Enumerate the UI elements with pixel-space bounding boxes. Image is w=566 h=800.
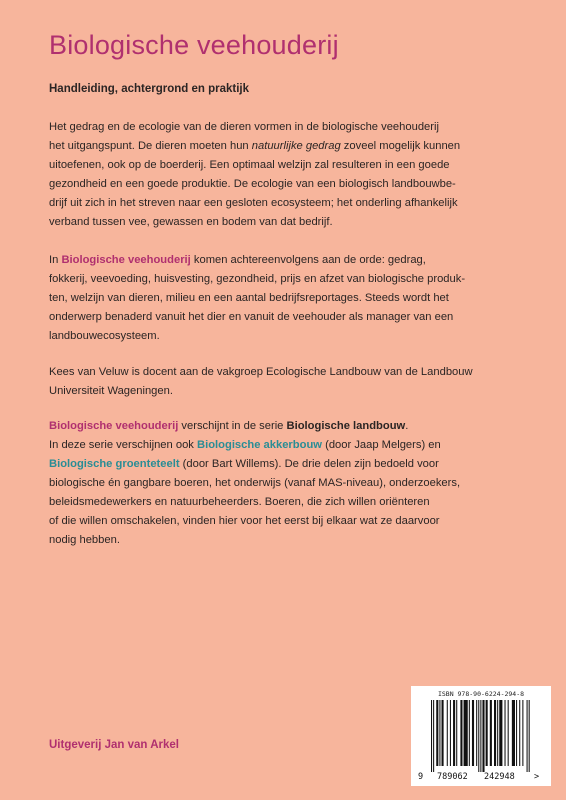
isbn-label: ISBN 978-90-6224-294-8 — [437, 690, 525, 698]
barcode-graphic — [417, 700, 545, 782]
paragraph-line — [49, 455, 519, 474]
paragraph-line: gezondheid en een goede produktie. De ecologie van een biologisch landbouwbe- — [49, 178, 456, 190]
text-run: verschijnt in de serie — [178, 420, 287, 432]
barcode-bar — [436, 700, 438, 766]
paragraph-line: beleidsmedewerkers en natuurbeheerders. Boeren, die zich willen oriënteren — [49, 496, 430, 508]
barcode-digits-right: 242948 — [484, 772, 515, 782]
intro-paragraph — [49, 118, 519, 232]
paragraph-line: ten, welzijn van dieren, milieu en een aantal bedrijfsreportages. Steeds wordt het — [49, 292, 449, 304]
text-run: (door Jaap Melgers) en — [321, 439, 441, 451]
barcode-bar — [431, 700, 432, 772]
book-title-inline: Biologische veehouderij — [49, 420, 179, 432]
barcode-bar — [478, 700, 479, 772]
barcode-bar — [439, 700, 440, 766]
text-run: In deze serie verschijnen ook — [49, 439, 198, 451]
barcode-bar — [519, 700, 520, 766]
paragraph-line — [49, 137, 519, 156]
barcode-bar — [499, 700, 502, 766]
text-run: het uitgangspunt. De dieren moeten hun — [49, 140, 252, 152]
text-run: zoveel mogelijk kunnen — [340, 140, 461, 152]
barcode-bars — [431, 700, 530, 772]
text-run: In — [49, 254, 62, 266]
barcode-bar — [450, 700, 451, 766]
book-subtitle: Handleiding, achtergrond en praktijk — [49, 83, 250, 95]
barcode-bar — [456, 700, 457, 766]
paragraph-line: landbouwecosysteem. — [49, 330, 160, 342]
paragraph-line: Het gedrag en de ecologie van de dieren vormen in de biologische veehouderij — [49, 121, 439, 133]
paragraph-line: nodig hebben. — [49, 534, 120, 546]
barcode-bar — [447, 700, 448, 766]
barcode — [411, 686, 551, 786]
paragraph-line: Universiteit Wageningen. — [49, 385, 173, 397]
barcode-bar — [460, 700, 462, 766]
paragraph-line: uitoefenen, ook op de boerderij. Een optimaal welzijn zal resulteren in een goede — [49, 159, 450, 171]
barcode-bar — [527, 700, 528, 772]
barcode-bar — [490, 700, 492, 766]
paragraph-line — [49, 417, 519, 436]
series-name: Biologische landbouw — [286, 420, 406, 432]
paragraph-line: Kees van Veluw is docent aan de vakgroep Ecologische Landbouw van de Landbouw — [49, 366, 473, 378]
barcode-bar — [469, 700, 470, 766]
emphasis-text: natuurlijke gedrag — [251, 140, 341, 152]
book-title: Biologische veehouderij — [49, 30, 339, 60]
paragraph-line — [49, 251, 519, 270]
paragraph-line — [49, 436, 519, 455]
text-run: (door Bart Willems). De drie delen zijn bedoeld voor — [179, 458, 439, 470]
barcode-digits-first: 9 — [418, 772, 424, 782]
barcode-bar — [505, 700, 506, 766]
paragraph-line: of die willen omschakelen, vinden hier voor het eerst bij elkaar wat ze daarvoor — [49, 515, 440, 527]
text-run: . — [405, 420, 409, 432]
barcode-bar — [494, 700, 496, 766]
barcode-bar — [508, 700, 509, 766]
contents-paragraph — [49, 251, 519, 346]
author-paragraph — [49, 363, 519, 401]
related-book-title: Biologische akkerbouw — [197, 439, 322, 451]
barcode-bar — [522, 700, 523, 766]
barcode-digits-left: 789062 — [437, 772, 468, 782]
barcode-bar — [529, 700, 530, 772]
barcode-bar — [476, 700, 477, 766]
book-title-inline: Biologische veehouderij — [61, 254, 191, 266]
barcode-bar — [497, 700, 498, 766]
paragraph-line: fokkerij, veevoeding, huisvesting, gezondheid, prijs en afzet van biologische produk- — [49, 273, 466, 285]
text-run: komen achtereenvolgens aan de orde: gedrag, — [190, 254, 426, 266]
barcode-bar — [433, 700, 434, 772]
barcode-bar — [464, 700, 468, 766]
barcode-bar — [442, 700, 444, 766]
barcode-bar — [516, 700, 517, 766]
paragraph-line: biologische én gangbare boeren, het onderwijs (vanaf MAS-niveau), onderzoekers, — [49, 477, 461, 489]
barcode-bar — [480, 700, 481, 772]
publisher-name: Uitgeverij Jan van Arkel — [49, 739, 179, 751]
barcode-bar — [472, 700, 474, 766]
barcode-arrow: > — [534, 772, 540, 782]
paragraph-line: verband tussen vee, gewassen en bodem van dat bedrijf. — [49, 216, 333, 228]
barcode-bar — [482, 700, 484, 772]
related-book-title: Biologische groenteteelt — [49, 458, 180, 470]
barcode-bar — [486, 700, 488, 766]
paragraph-line: drijf uit zich in het streven naar een gesloten ecosysteem; het onderling afhankelijk — [49, 197, 458, 209]
series-paragraph — [49, 417, 519, 550]
barcode-bar — [512, 700, 515, 766]
paragraph-line: onderwerp benaderd vanuit het dier en vanuit de veehouder als manager van een — [49, 311, 454, 323]
barcode-bar — [453, 700, 455, 766]
